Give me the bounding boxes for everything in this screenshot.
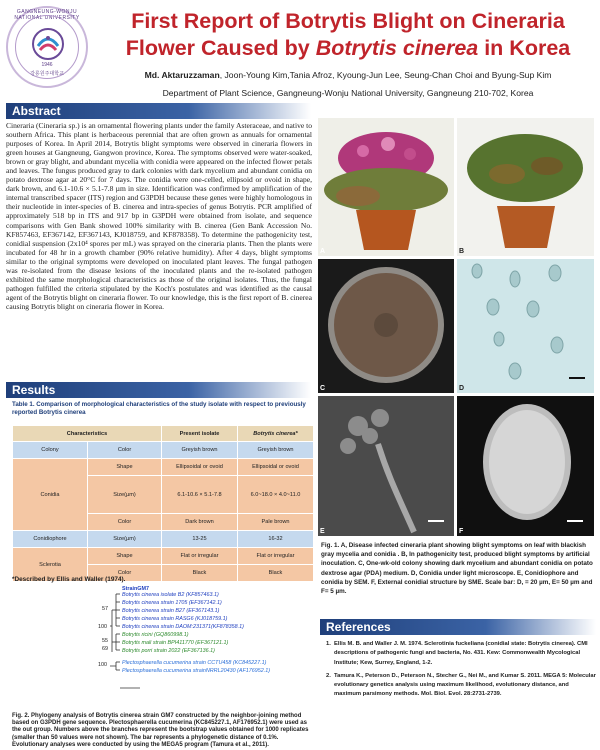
- logo-emblem-icon: [30, 26, 66, 62]
- table-row: Color Dark brown Pale brown: [13, 514, 314, 531]
- panel-label-d: D: [459, 385, 465, 392]
- table-row: Size(µm) 6.1-10.6 × 5.1-7.8 6.0~18.0 × 4.0~11.0: [13, 476, 314, 514]
- tree-leaf: Botrytis cinerea strain DAOM:231371(KF878358.1): [122, 624, 244, 630]
- logo-year: 1946: [41, 62, 53, 68]
- results-heading: Results: [6, 382, 311, 398]
- bootstrap-value: 100: [98, 662, 107, 668]
- conidia-light-image: [457, 259, 594, 393]
- panel-label-c: C: [320, 385, 326, 392]
- reference-item: 2. Tamura K., Peterson D., Peterson N., Stecher G., Nei M., and Kumar S. 2011. MEGA 5: Molecular evolutionary genetics analysis using maximum likelihood, evolutionary distance, and maximum parsimony methods. Mol. Biol. Evol. 28:2731-2739.: [326, 672, 596, 698]
- table-header-row: [13, 426, 314, 442]
- bootstrap-value: 55: [102, 638, 108, 644]
- panel-label-b: B: [459, 248, 465, 255]
- tree-leaf: Botrytis cinerea isolate B2 (KF857463.1): [122, 592, 219, 598]
- figure1-caption: Fig. 1. A, Disease infected cineraria plant showing blight symptoms on leaf with blackish gray mycelia and conidia . B, In pathogenicity test, produced blight symptoms by artificial inoculation. C, One-wk-old colony showing dark mycelium and abundant conidia on potato dextrose agar (PDA) medium. D, Conidia under light microscope. E, Conidiophore and conidia by SEM. F, External conidial structure by SME. Scale bar: D, = 20 µm, E= 50 µm and F= 5 µm.: [321, 542, 593, 596]
- tree-leaf: Botrytis mali strain BPI411770 (EF367121.1): [122, 640, 229, 646]
- reference-list: [326, 640, 596, 704]
- table-row: Sclerotia Shape Flat or irregular Flat or irregular: [13, 548, 314, 565]
- abstract-text: Cineraria (Cineraria sp.) is an ornamental flowering plants under the family Asteraceae, and native to southern Africa. This plant is herbaceous perennial that are often grown as annuals for ornamental purposes of Korea. In April 2014, Botrytis blight symptoms were observed in cineraria flowers in green houses at Gangneung, Gangwon province, Korea. The symptoms observed were water-soaked, brown or gray blight, and abundant mycelia with conidia were appeared on the infected flower petals and leaves. The fungus produced gray to dark colonies with dark mycelium and abundant conidia on potato dextrose agar at 20°C for 7 days. The conidia were one-celled, ellipsoid or ovoid in shape, dark brown, and 6.1-10.6 × 5.1-7.8 µm in size. Identification was confirmed by amplification of the internal transcribed spacer (ITS) region and G3PDH because these genes were highly homologous in their nucleotide in inter-species of B. cinerea and intra-species of genus Botrytis. PCR amplified of approximately 518 bp in ITS and 917 bp in G3PDH were obtained from isolate, and sequence comparisons with Gen Bank showed 100% similarity with B. cinerea (Gen Bank Accession No. KF857463, EF367142, EF367143, KJ018759, and KF878358). To determine the pathogenicity test, conidial suspension (2x10⁴ spores per mL) was sprayed on the cineraria plants. Then the plants were incubated for 48 hr in a growth chamber (90% relative humidity). After 4 days, blight symptoms similar to the original symptoms were developed on inoculated plant leaves. The fungal pathogen was re-isolated from the disease lesions of the inoculated plants and the re-isolated pathogen exhibited the same morphological characteristics as those of the original isolates. Thus, the fungal pathogen fulfilled the criteria stipulated by the Koch's postulates and was identified as the causal agent of the Botrytis blight on cineraria flower. To our knowledge, this is the first report of B. cinerea causing Botrytis blight on cineraria flower in Korea.: [6, 121, 312, 311]
- table-row: Conidia Shape Ellipsoidal or ovoid Ellipsoidal or ovoid: [13, 459, 314, 476]
- university-logo: [6, 6, 88, 88]
- characteristics-table: [12, 425, 314, 582]
- tree-leaf: StrainGM7: [122, 586, 149, 592]
- logo-korean: 강릉원주대학교: [30, 71, 64, 77]
- tree-leaf: Botrytis cinerea strain B27 (EF367143.1): [122, 608, 220, 614]
- sem-conidiophore-image: [318, 396, 454, 536]
- table-row: Conidiophore Size(µm) 13-25 16-32: [13, 531, 314, 548]
- cineraria-plant-image: [318, 118, 454, 256]
- authors: Md. Aktaruzzaman, Joon-Young Kim,Tania Afroz, Kyoung-Jun Lee, Seung-Chan Choi and Byung-Sup Kim: [144, 70, 552, 80]
- header-characteristics: Characteristics: [13, 426, 162, 442]
- tree-leaf: Botrytis cinerea strain RASG6 (KJ018759.1): [122, 616, 228, 622]
- sem-conidium-image: [457, 396, 594, 536]
- panel-label-e: E: [320, 528, 325, 535]
- phylogenetic-tree: [98, 586, 310, 711]
- inoculated-plant-image: [457, 118, 594, 256]
- references-heading: References: [320, 619, 596, 635]
- panel-label-a: A: [320, 248, 326, 255]
- panel-label-f: F: [459, 528, 464, 535]
- table-note: *Described by Ellis and Waller (1974).: [12, 576, 126, 583]
- photo-d: [457, 259, 594, 393]
- table-row: Colony Color Greyish brown Greyish brown: [13, 442, 314, 459]
- tree-leaf: Plectosphaerella cucumerina strain CCTU458 (KC845227.1): [122, 660, 267, 666]
- table-caption: Table 1. Comparison of morphological characteristics of the study isolate with respect to previously reported Botrytis cinerea: [12, 401, 306, 416]
- tree-leaf: Plectosphaerella cucumerina strainNRRL20430 (AF176952.1): [122, 668, 271, 674]
- photo-f: [457, 396, 594, 536]
- tree-leaf: Botrytis ricini (GQ860998.1): [122, 632, 189, 638]
- bootstrap-value: 57: [102, 606, 108, 612]
- title-line-1: First Report of Botrytis Blight on Cineraria: [131, 9, 565, 33]
- photo-b: [457, 118, 594, 256]
- abstract-heading: Abstract: [6, 103, 311, 119]
- bootstrap-value: 69: [102, 646, 108, 652]
- photo-a: [318, 118, 454, 256]
- department: Department of Plant Science, Gangneung-Wonju National University, Gangneung 210-702, Korea: [162, 88, 534, 98]
- tree-leaf: Botrytis porri strain 2022 (EF367136.1): [122, 648, 215, 654]
- reference-item: 1. Ellis M. B. and Waller J. M. 1974. Sclerotinia fuckeliana (conidial state: Botrytis cinerea). CMI descriptions of pathogenic fungi and bacteria, No. 431. Kew: Commonwealth Mycological Institute; Kew, Surrey, England, 1-2.: [326, 641, 588, 666]
- poster-title: [98, 8, 598, 62]
- logo-ring-text: GANGNEUNG-WONJU NATIONAL UNIVERSITY: [14, 9, 80, 21]
- table-row: Color Black Black: [13, 565, 314, 582]
- header-reported: Botrytis cinerea*: [238, 426, 314, 442]
- photo-e: [318, 396, 454, 536]
- tree-leaf: Botrytis cinerea strain 1705 (EF367142.1): [122, 600, 222, 606]
- header-present: Present isolate: [162, 426, 238, 442]
- bootstrap-value: 100: [98, 624, 107, 630]
- title-line-2: Flower Caused by Botrytis cinerea in Korea: [125, 36, 571, 60]
- pda-colony-image: [318, 259, 454, 393]
- figure2-caption: Fig. 2. Phylogeny analysis of Botrytis cinerea strain GM7 constructed by the neighbor-joining method based on G3PDH gene sequence. Plectosphaerella cucumerina (KC845227.1, AF176952.1) were used as the out group. Numbers above the branches represent the bootstrap values obtained for 1000 replicates (smaller than 50 values were not shown). The bar represents a phylogenetic distance of 0.1%. Evolutionary analyses were conducted by using the MEGA5 program (Tamura et al., 2011).: [12, 713, 309, 748]
- photo-c: [318, 259, 454, 393]
